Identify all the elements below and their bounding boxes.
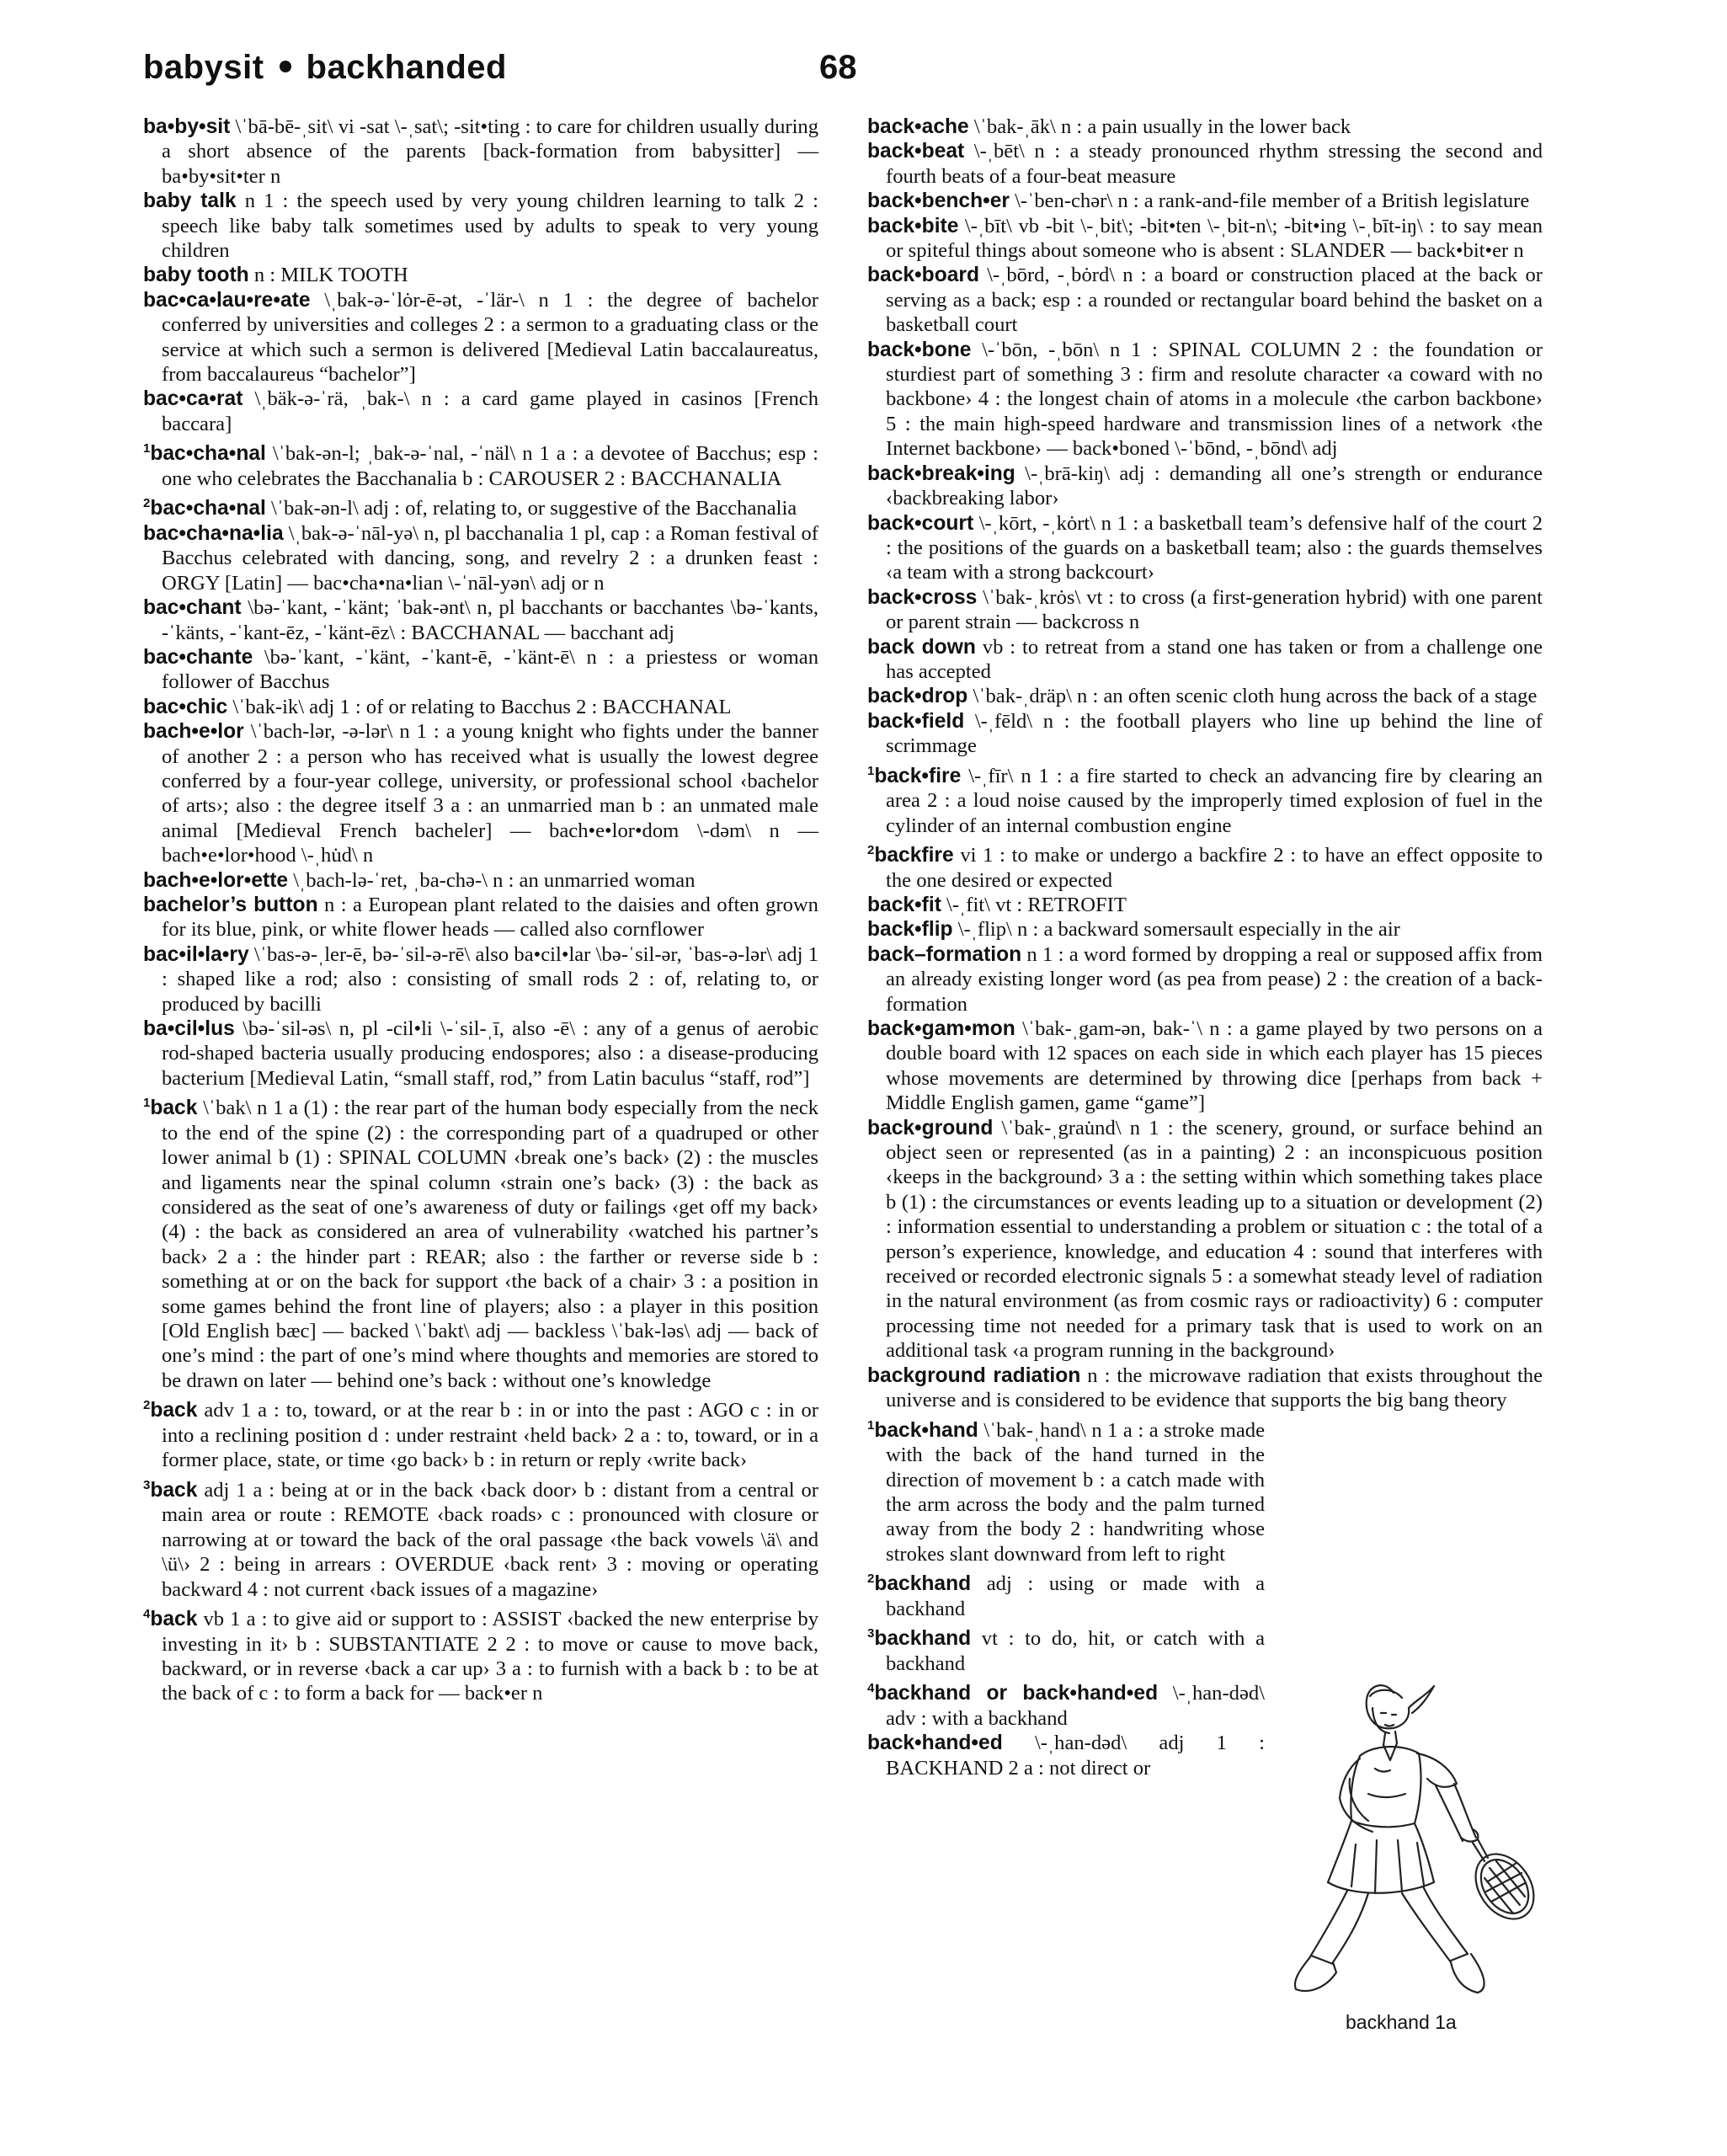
entry-headword xyxy=(143,264,249,286)
entry-definition: n : the microwave radiation that exists throughout the universe and is considered to be evidence that supports the big bang theory xyxy=(886,1364,1543,1412)
entry-definition: \ˌbäk-ə-ˈrä, ˌbak-\ n : a card game played in casinos [French baccara] xyxy=(162,387,818,435)
headword-text: back xyxy=(150,1399,198,1422)
entry-headword xyxy=(867,1419,978,1442)
headword-text: back•drop xyxy=(867,685,968,708)
dictionary-entry xyxy=(143,1473,818,1602)
entry-headword xyxy=(867,1572,971,1595)
dictionary-entry xyxy=(867,189,1543,213)
dictionary-entry xyxy=(867,511,1543,585)
entry-definition: adj 1 a : being at or in the back ‹back door› b : distant from a central or main area or route : REMOTE ‹back roads› c : pronounced with closure or narrowing at or toward the back of the oral passage ‹the back vowels \ä\ and \ü\› 2 : being in arrears : OVERDUE ‹back rent› 3 : moving or operating backward 4 : not current ‹back issues of a magazine› xyxy=(162,1478,818,1601)
dictionary-entry xyxy=(867,263,1543,337)
headword-text: back down xyxy=(867,635,976,659)
entry-headword xyxy=(143,289,311,312)
dictionary-entry xyxy=(867,942,1543,1017)
entry-headword xyxy=(143,189,237,212)
homograph-number: 1 xyxy=(143,441,151,456)
headword-text: back•fit xyxy=(867,893,941,916)
entry-headword xyxy=(143,1017,235,1040)
entry-headword xyxy=(143,596,242,619)
entry-headword xyxy=(143,894,318,916)
dictionary-entry xyxy=(867,214,1543,264)
headword-text: back•bite xyxy=(867,214,959,237)
entry-definition: \ˌbach-lə-ˈret, ˌba-chə-\ n : an unmarried woman xyxy=(288,868,696,892)
entry-definition: \-ˌfīr\ n 1 : a fire started to check an advancing fire by clearing an area 2 : a loud noise caused by the improperly timed explosion of fuel in the cylinder of an internal combustion engine xyxy=(886,764,1543,837)
headword-text: back•gam•mon xyxy=(867,1017,1015,1040)
bullet-separator-icon xyxy=(280,61,291,72)
dictionary-entry xyxy=(867,585,1543,635)
homograph-number: 3 xyxy=(867,1626,875,1641)
entry-definition: \ˈbak-ˌgam-ən, bak-ˈ\ n : a game played by two persons on a double board with 12 spaces on each side in which each player has 15 pieces whose movements are determined by throwing dice [perhaps from back + Middle English gamen, game “game”] xyxy=(886,1017,1543,1115)
homograph-number: 4 xyxy=(143,1606,151,1621)
dictionary-entry xyxy=(867,1731,1265,1780)
headword-text: back•cross xyxy=(867,585,978,609)
homograph-number: 2 xyxy=(867,842,875,857)
entry-definition: \-ˌflip\ n : a backward somersault especially in the air xyxy=(952,918,1400,942)
dictionary-entry xyxy=(867,462,1543,511)
headword-text: back•field xyxy=(867,709,965,733)
right-column xyxy=(867,115,1543,1780)
headword-text: bac•chic xyxy=(143,695,228,718)
entry-definition: vb : to retreat from a stand one has taken or from a challenge one has accepted xyxy=(886,635,1543,683)
tennis-player-backhand-illustration xyxy=(1267,1676,1545,2013)
headword-text: bac•cha•na•lia xyxy=(143,521,284,545)
entry-headword xyxy=(867,1627,971,1650)
homograph-number: 3 xyxy=(143,1477,151,1492)
dictionary-entry xyxy=(143,719,818,867)
entry-headword xyxy=(867,339,971,361)
headword-text: bac•il•la•ry xyxy=(143,942,249,966)
entry-headword xyxy=(867,1682,1158,1705)
entry-definition: \ˈbak-ˌdräp\ n : an often scenic cloth hung across the back of a stage xyxy=(967,685,1538,708)
dictionary-entry xyxy=(867,1676,1265,1731)
entry-definition: \ˈbak-ən-l; ˌbak-ə-ˈnal, -ˈnäl\ n 1 a : a devotee of Bacchus; esp : one who celebrates the Bacchanalia b : CAROUSER 2 : BACCHANALIA xyxy=(162,442,818,490)
entry-definition: \-ˈben-chər\ n : a rank-and-file member of a British legislature xyxy=(1009,189,1530,213)
homograph-number: 1 xyxy=(867,1417,875,1433)
dictionary-entry xyxy=(143,491,818,521)
entry-definition: \ˈbach-lər, -ə-lər\ n 1 : a young knight who fights under the banner of another 2 : a person who has received what is usually the lowest degree conferred by a four-year college, university, or professional school ‹bachelor of arts›; also : the degree itself 3 a : an unmarried man b : an unmated male animal [Medieval French bacheler] — bach•e•lor•dom \-dəm\ n — bach•e•lor•hood \-ˌhu̇d\ n xyxy=(162,720,818,867)
dictionary-entry xyxy=(867,709,1543,759)
headword-text: back•ground xyxy=(867,1116,994,1139)
entry-definition: n : a European plant related to the daisies and often grown for its blue, pink, or white flower heads — called also cornflower xyxy=(162,893,818,942)
entry-headword xyxy=(143,696,227,718)
dictionary-entry xyxy=(867,338,1543,462)
entry-headword xyxy=(867,215,958,237)
headword-text: back•bench•er xyxy=(867,189,1010,213)
entry-definition: n 1 : a word formed by dropping a real or supposed affix from an already existing longer word (as pea from pease) 2 : the creation of a back-formation xyxy=(886,942,1543,1016)
headword-text: back•bone xyxy=(867,338,972,361)
entry-headword xyxy=(867,140,964,163)
dictionary-entry xyxy=(867,1364,1543,1413)
headword-text: bac•cha•nal xyxy=(150,497,266,520)
headword-text: bac•chante xyxy=(143,645,253,669)
dictionary-entry xyxy=(143,387,818,436)
entry-headword xyxy=(143,1608,197,1630)
entry-headword xyxy=(143,522,284,545)
headword-text: backhand or back•hand•ed xyxy=(874,1682,1159,1705)
guide-word-last: backhanded xyxy=(306,49,507,86)
entry-headword xyxy=(867,586,977,609)
dictionary-entry xyxy=(143,893,818,942)
homograph-number: 1 xyxy=(867,763,875,778)
entry-definition: \ˈbak-ik\ adj 1 : of or relating to Bacchus 2 : BACCHANAL xyxy=(227,695,732,718)
entry-headword xyxy=(867,1732,1003,1754)
entry-definition: \-ˌhan-dəd\ adj 1 : BACKHAND 2 a : not direct or xyxy=(886,1732,1265,1780)
dictionary-entry xyxy=(143,868,818,893)
headword-text: baby tooth xyxy=(143,264,249,287)
headword-text: bac•chant xyxy=(143,596,242,620)
headword-text: back•ache xyxy=(867,115,969,138)
entry-definition: n 1 : the speech used by very young children learning to talk 2 : speech like baby talk sometimes used by adults to speak to very young children xyxy=(162,189,818,263)
entry-headword xyxy=(143,943,249,966)
dictionary-entry xyxy=(867,1621,1265,1676)
page-number: 68 xyxy=(819,49,857,86)
dictionary-entry xyxy=(867,139,1543,189)
headword-text: baby talk xyxy=(143,189,237,213)
entry-definition: \ˈbak-ən-l\ adj : of, relating to, or suggestive of the Bacchanalia xyxy=(265,497,797,520)
homograph-number: 4 xyxy=(867,1681,875,1696)
homograph-number: 2 xyxy=(867,1572,875,1587)
dictionary-entry xyxy=(143,942,818,1017)
entry-definition: \bə-ˈsil-əs\ n, pl -cil•li \-ˈsil-ˌī, also -ē\ : any of a genus of aerobic rod-shaped bacteria usually producing endospores; also : a disease-producing bacterium [Medieval Latin, “small staff, rod,” from Latin baculus “staff, rod”] xyxy=(162,1017,818,1090)
entry-definition: \ˈbā-bē-ˌsit\ vi -sat \-ˌsat\; -sit•ting : to care for children usually during a short absence of the parents [back-formation from babysitter] — ba•by•sit•ter n xyxy=(162,115,818,188)
entry-headword xyxy=(867,685,967,707)
entry-definition: \-ˌbīt\ vb -bit \-ˌbit\; -bit•ten \-ˌbit-n\; -bit•ing \-ˌbīt-iŋ\ : to say mean or spiteful things about someone who is absent : SLANDER — back•bit•er n xyxy=(886,214,1543,263)
homograph-number: 2 xyxy=(143,496,151,511)
dictionary-entry xyxy=(143,436,818,491)
headword-text: back•hand•ed xyxy=(867,1732,1003,1755)
entry-headword xyxy=(867,462,1015,485)
dictionary-entry xyxy=(143,595,818,645)
headword-text: bac•ca•rat xyxy=(143,387,243,411)
entry-definition: \-ˌkōrt, -ˌkȯrt\ n 1 : a basketball team’s defensive half of the court 2 : the positions of the guards on a basketball team; also : the guards themselves ‹a team with a strong backcourt› xyxy=(886,511,1543,584)
dictionary-entry xyxy=(867,1413,1265,1567)
entry-headword xyxy=(143,1097,197,1119)
headword-text: backhand xyxy=(874,1627,972,1651)
headword-text: back•fire xyxy=(874,764,962,787)
entry-headword xyxy=(143,720,244,743)
entry-definition: vt : to do, hit, or catch with a backhand xyxy=(886,1627,1265,1675)
homograph-number: 2 xyxy=(143,1398,151,1413)
entry-definition: \ˌbak-ə-ˈnāl-yə\ n, pl bacchanalia 1 pl, cap : a Roman festival of Bacchus celebrated with dancing, song, and revelry 2 : a drunken feast : ORGY [Latin] — bac•cha•na•lian \-ˈnāl-yən\ adj or n xyxy=(162,521,818,595)
headword-text: back•flip xyxy=(867,918,953,942)
dictionary-entry xyxy=(143,1091,818,1393)
dictionary-entry xyxy=(867,635,1543,685)
headword-text: background radiation xyxy=(867,1364,1081,1387)
entry-headword xyxy=(143,387,243,410)
headword-text: ba•cil•lus xyxy=(143,1017,235,1040)
dictionary-entry xyxy=(143,115,818,189)
entry-headword xyxy=(867,918,953,941)
dictionary-entry xyxy=(143,189,818,263)
dictionary-entry xyxy=(143,521,818,595)
headword-text: back xyxy=(150,1097,198,1120)
entry-definition: \bə-ˈkant, -ˈkänt, -ˈkant-ē, -ˈkänt-ē\ n : a priestess or woman follower of Bacchus xyxy=(162,645,818,694)
entry-definition: \-ˌfit\ vt : RETROFIT xyxy=(941,893,1127,916)
entry-definition: \-ˌbrā-kiŋ\ adj : demanding all one’s strength or endurance ‹backbreaking labor› xyxy=(886,462,1543,510)
entry-headword xyxy=(143,1399,197,1422)
dictionary-entry xyxy=(143,645,818,695)
headword-text: bach•e•lor•ette xyxy=(143,868,289,892)
dictionary-entry xyxy=(867,115,1543,139)
homograph-number: 1 xyxy=(143,1096,151,1111)
dictionary-entry xyxy=(867,893,1543,917)
entry-definition: vb 1 a : to give aid or support to : ASSIST ‹backed the new enterprise by investing in it› b : SUBSTANTIATE 2 2 : to move or cause to move back, backward, or in reverse ‹back a car up› 3 a : to furnish with a back b : to be at the back of c : to form a back for — back•er n xyxy=(162,1608,818,1705)
headword-text: backfire xyxy=(874,844,954,867)
headword-text: back•court xyxy=(867,511,974,535)
entry-definition: \-ˌbōrd, -ˌbȯrd\ n : a board or construction placed at the back or serving as a back; esp : a rounded or rectangular board behind the basket on a basketball court xyxy=(886,264,1543,337)
dictionary-entry xyxy=(143,263,818,287)
entry-headword xyxy=(143,869,288,892)
dictionary-entry xyxy=(867,1017,1543,1116)
entry-headword xyxy=(867,636,976,659)
entry-definition: \ˈbak-ˌhand\ n 1 a : a stroke made with the back of the hand turned in the direction of movement b : a catch made with the arm across the body and the palm turned away from the body 2 : handwriting whose strokes slant downward from left to right xyxy=(886,1418,1265,1566)
headword-text: back xyxy=(150,1478,198,1502)
dictionary-entry xyxy=(867,684,1543,708)
entry-headword xyxy=(867,1017,1015,1040)
entry-headword xyxy=(867,710,964,733)
headword-text: back•break•ing xyxy=(867,462,1015,485)
entry-headword xyxy=(867,765,961,787)
entry-definition: adv 1 a : to, toward, or at the rear b : in or into the past : AGO c : in or into a reclining position d : under restraint ‹held back› 2 a : to, toward, or in a former place, state, or time ‹go back› b : in return or reply ‹write back› xyxy=(162,1399,818,1472)
entry-definition: \ˈbas-ə-ˌler-ē, bə-ˈsil-ə-rē\ also ba•cil•lar \bə-ˈsil-ər, ˈbas-ə-lər\ adj 1 : shaped like a rod; also : consisting of small rods 2 : of, relating to, or produced by bacilli xyxy=(162,942,818,1016)
entry-definition: \ˌbak-ə-ˈlȯr-ē-ət, -ˈlär-\ n 1 : the degree of bachelor conferred by universities and colleges 2 : a sermon to a graduating class or the service at which such a sermon is delivered [Medieval Latin baccalaureatus, from baccalaureus “bachelor”] xyxy=(162,288,818,387)
entry-definition: \-ˌhan-dəd\ adv : with a backhand xyxy=(886,1682,1265,1730)
entry-definition: \ˈbak-ˌkrȯs\ vt : to cross (a first-generation hybrid) with one parent or parent strain — backcross n xyxy=(886,585,1543,634)
entry-headword xyxy=(867,115,969,138)
headword-text: backhand xyxy=(874,1572,972,1596)
entry-definition: \bə-ˈkant, -ˈkänt; ˈbak-ənt\ n, pl bacchants or bacchantes \bə-ˈkants, -ˈkänts, -ˈkant-ēz, -ˈkänt-ēz\ : BACCHANAL — bacchant adj xyxy=(162,596,818,644)
entry-headword xyxy=(867,844,954,867)
headword-text: back–formation xyxy=(867,942,1022,966)
entry-definition: adj : using or made with a backhand xyxy=(886,1572,1265,1620)
entry-headword xyxy=(143,1479,197,1502)
headword-text: bachelor’s button xyxy=(143,893,318,916)
entry-definition: vi 1 : to make or undergo a backfire 2 : to have an effect opposite to the one desired or expected xyxy=(886,844,1543,892)
entry-headword xyxy=(867,189,1010,212)
entry-headword xyxy=(867,1117,993,1139)
headword-text: back xyxy=(150,1608,198,1631)
entry-headword xyxy=(143,115,230,138)
headword-text: bac•cha•nal xyxy=(150,442,266,466)
headword-text: back•hand xyxy=(874,1418,978,1442)
guide-word-first: babysit xyxy=(143,49,264,86)
headword-text: back•beat xyxy=(867,140,965,163)
entry-headword xyxy=(867,264,979,286)
entry-definition: \-ˌfēld\ n : the football players who line up behind the line of scrimmage xyxy=(886,709,1543,758)
entry-definition: \ˈbak-ˌāk\ n : a pain usually in the lower back xyxy=(968,115,1351,138)
entry-headword xyxy=(867,1364,1080,1387)
entry-headword xyxy=(143,497,266,520)
running-head xyxy=(143,49,507,87)
left-column xyxy=(143,115,818,1706)
headword-text: bach•e•lor xyxy=(143,720,244,744)
dictionary-entry xyxy=(867,759,1543,838)
dictionary-entry xyxy=(143,1017,818,1091)
illustration-caption: backhand 1a xyxy=(1346,2011,1457,2033)
dictionary-entry xyxy=(867,1116,1543,1364)
dictionary-entry xyxy=(143,1602,818,1706)
headword-text: ba•by•sit xyxy=(143,115,231,138)
dictionary-entry xyxy=(143,288,818,387)
headword-text: back•board xyxy=(867,264,979,287)
dictionary-entry xyxy=(867,1566,1265,1621)
entry-definition: \-ˈbōn, -ˌbōn\ n 1 : SPINAL COLUMN 2 : the foundation or sturdiest part of something 3 : firm and resolute character ‹a coward with no backbone› 4 : the longest chain of atoms in a molecule ‹the carbon backbone› 5 : the main high-speed hardware and transmission lines of a network ‹the Internet backbone› — back•boned \-ˈbōnd, -ˌbōnd\ adj xyxy=(886,338,1543,461)
entry-definition: \ˈbak\ n 1 a (1) : the rear part of the human body especially from the neck to the end of the spine (2) : the corresponding part of a quadruped or other lower animal b (1) : SPINAL COLUMN ‹break one’s back› (2) : the muscles and ligaments near the spinal column ‹strain one’s back› (3) : the back as considered as the seat of one’s awareness of duty or failings ‹get off my back› (4) : the back as considered an area of vulnerability ‹watched his partner’s back› 2 a : the hinder part : REAR; also : the farther or reverse side b : something at or on the back for support ‹the back of a chair› 3 : a position in some games behind the front line of players; also : a player in this position [Old English bæc] — backed \ˈbakt\ adj — backless \ˈbak-ləs\ adj — back of one’s mind : the part of one’s mind where thoughts and memories are stored to be drawn on later — behind one’s back : without one’s knowledge xyxy=(162,1097,818,1392)
dictionary-entry xyxy=(867,838,1543,893)
entry-definition: \-ˌbēt\ n : a steady pronounced rhythm stressing the second and fourth beats of a four-beat measure xyxy=(886,140,1543,188)
dictionary-entry xyxy=(143,1393,818,1472)
entry-headword xyxy=(143,646,253,669)
entry-headword xyxy=(867,512,973,535)
dictionary-entry xyxy=(143,695,818,719)
entry-definition: n : MILK TOOTH xyxy=(248,264,408,287)
dictionary-entry xyxy=(867,917,1543,942)
entry-headword xyxy=(867,943,1021,966)
entry-headword xyxy=(867,894,941,916)
entry-definition: \ˈbak-ˌgrau̇nd\ n 1 : the scenery, ground, or surface behind an object seen or represented (as in a painting) 2 : an inconspicuous position ‹keeps in the background› 3 a : the setting within which something takes place b (1) : the circumstances or events leading up to a situation or development (2) : information essential to understanding a problem or situation c : the total of a person’s experience, knowledge, and education 4 : sound that interferes with received or recorded electronic signals 5 : a somewhat steady level of radiation in the natural environment (as from cosmic rays or radioactivity) 6 : computer processing time not needed for a primary task that is used to work on an additional task ‹a program running in the background› xyxy=(886,1116,1543,1363)
entry-headword xyxy=(143,442,266,465)
headword-text: bac•ca•lau•re•ate xyxy=(143,288,311,312)
